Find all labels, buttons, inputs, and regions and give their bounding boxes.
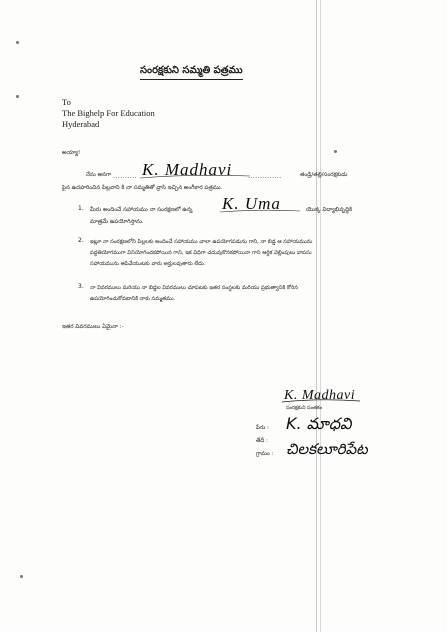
to-line: To: [62, 97, 71, 107]
guardian-signature: K. Madhavi: [284, 388, 356, 403]
place-handwritten: చిలకలూరిపేట: [286, 440, 368, 458]
item-3-line-1: నా వివరములు మరియు నా బిడ్డల వివరములు చూపటకు ఇతర సంస్థలకు మరియు ప్రభుత్వానికి కోరిన: [90, 285, 298, 291]
item-1-line-2: మాత్రమే ఉపయోగిస్తాను.: [90, 219, 144, 225]
intro-line-2: పైన ఉదహరించిన పిల్లవాని కి నా సమ్మతితో వ్రాసి ఇచ్చిన అంగీకార పత్రము.: [62, 185, 223, 191]
item-2-line-2: పద్ధతియోగముగా వినియోగించకపోయిన గాని, ఇక విధిగా చదువుకొనకపోయినా గాని ఆర్థిక వెల్లింపులు వాపసు: [90, 250, 312, 256]
fill-dots: ..........: [113, 173, 138, 180]
item-1-line-1-suffix: యొక్క విద్యాభివృద్ధికి: [306, 207, 353, 213]
item-number: 2.: [78, 237, 84, 244]
item-number: 3.: [78, 283, 84, 290]
ward-name-handwritten: K. Uma: [222, 194, 281, 213]
fill-dots: ..............: [248, 173, 282, 180]
date-label: తేదీ :: [256, 438, 268, 444]
intro-suffix: తండ్రి/తల్లి/సంరక్షకుడు: [300, 172, 348, 178]
item-3-line-2: ఉపయోగించుకోవటానికి నాకు సమ్మతము.: [90, 296, 176, 302]
signature-label: సంరక్షకుని సంతకం: [286, 405, 323, 411]
name-handwritten: K. మాధవి: [286, 414, 352, 433]
item-2-line-1: ఇట్లూ నా సంరక్షణలోని పిల్లలకు అందించే సహాయము చాలా ఉపయోగపడును గాని, నా బిడ్డ ఆ సహాయమును: [90, 239, 313, 245]
item-2-line-3: సహాయమును ఆపివేయుటకు వారు అర్హులవుతారు లేదు.: [90, 261, 206, 267]
intro-prefix: నేను అనగా: [86, 172, 112, 178]
recipient-city: Hyderabad: [62, 119, 100, 129]
recipient-org: The Bighelp For Education: [62, 108, 155, 118]
item-1-line-1-prefix: మీరు అందించే సహాయము నా సంరక్షణలో ఉన్న: [90, 207, 193, 213]
name-label: పేరు :: [256, 425, 269, 431]
salutation: అయ్యా!: [62, 150, 81, 156]
document-title: సంరక్షకుని సమ్మతి పత్రము: [140, 64, 243, 80]
place-label: గ్రామం :: [256, 451, 274, 457]
item-number: 1.: [78, 205, 84, 212]
other-details-label: ఇతర వివరములు ఏమైనా :-: [62, 324, 124, 330]
guardian-name-handwritten: K. Madhavi: [142, 160, 233, 179]
